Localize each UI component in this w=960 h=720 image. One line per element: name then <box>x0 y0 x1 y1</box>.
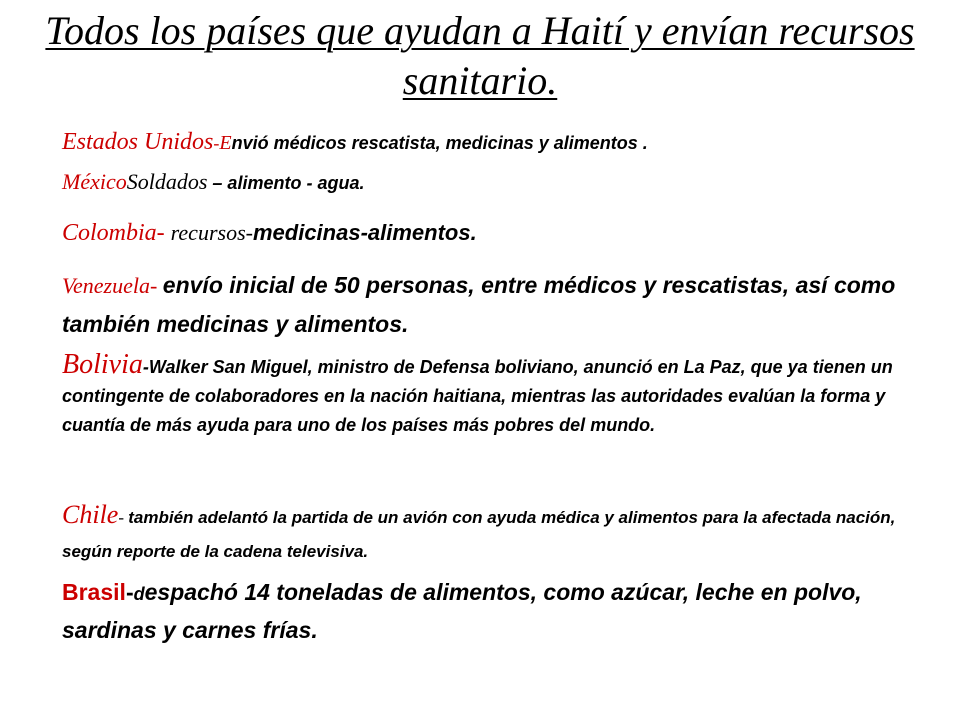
country-name: Venezuela- <box>62 273 163 298</box>
entry-text: envío inicial de 50 personas, entre médicos y rescatistas, así como también medicinas y alimentos. <box>62 272 896 337</box>
entry-brasil <box>62 574 942 648</box>
entry-text: también adelantó la partida de un avión con ayuda médica y alimentos para la afectada nación, según reporte de la cadena televisiva. <box>62 508 896 561</box>
separator: - <box>118 508 129 527</box>
country-name: Colombia- <box>62 220 171 246</box>
entry-text: nvió médicos rescatista, medicinas y alimentos . <box>231 133 648 153</box>
entry-chile <box>62 498 942 569</box>
country-name: Bolivia <box>62 349 143 380</box>
entry-colombia <box>62 217 477 249</box>
country-name: Chile <box>62 500 119 529</box>
country-name: Estados Unidos <box>62 129 214 155</box>
soldados-label: Soldados <box>126 169 208 194</box>
entry-bolivia <box>62 350 942 440</box>
entry-estados-unidos <box>62 128 648 157</box>
slide-title: Todos los países que ayudan a Haití y envían recursos sanitario. <box>45 8 915 103</box>
country-name: México <box>62 169 127 194</box>
initial-letter: E <box>219 132 232 154</box>
entry-text: -Walker San Miguel, ministro de Defensa boliviano, anunció en La Paz, que ya tienen un contingente de colaboradores en la nación haitiana, mientras las autoridades evalúan la forma y cuantía de más ayuda para uno de los países más pobres del mundo. <box>62 357 893 435</box>
entry-venezuela <box>62 266 942 343</box>
initial-letter: d <box>133 584 145 604</box>
separator: - <box>125 579 134 605</box>
entry-text: medicinas-alimentos. <box>252 220 477 245</box>
separator: - <box>213 133 220 153</box>
recursos-label: recursos- <box>170 220 253 245</box>
country-name: Brasil <box>62 579 126 605</box>
entry-mexico <box>62 168 364 197</box>
entry-text: – alimento - agua. <box>207 173 365 193</box>
entry-text: espachó 14 toneladas de alimentos, como azúcar, leche en polvo, sardinas y carnes frías. <box>62 579 862 643</box>
